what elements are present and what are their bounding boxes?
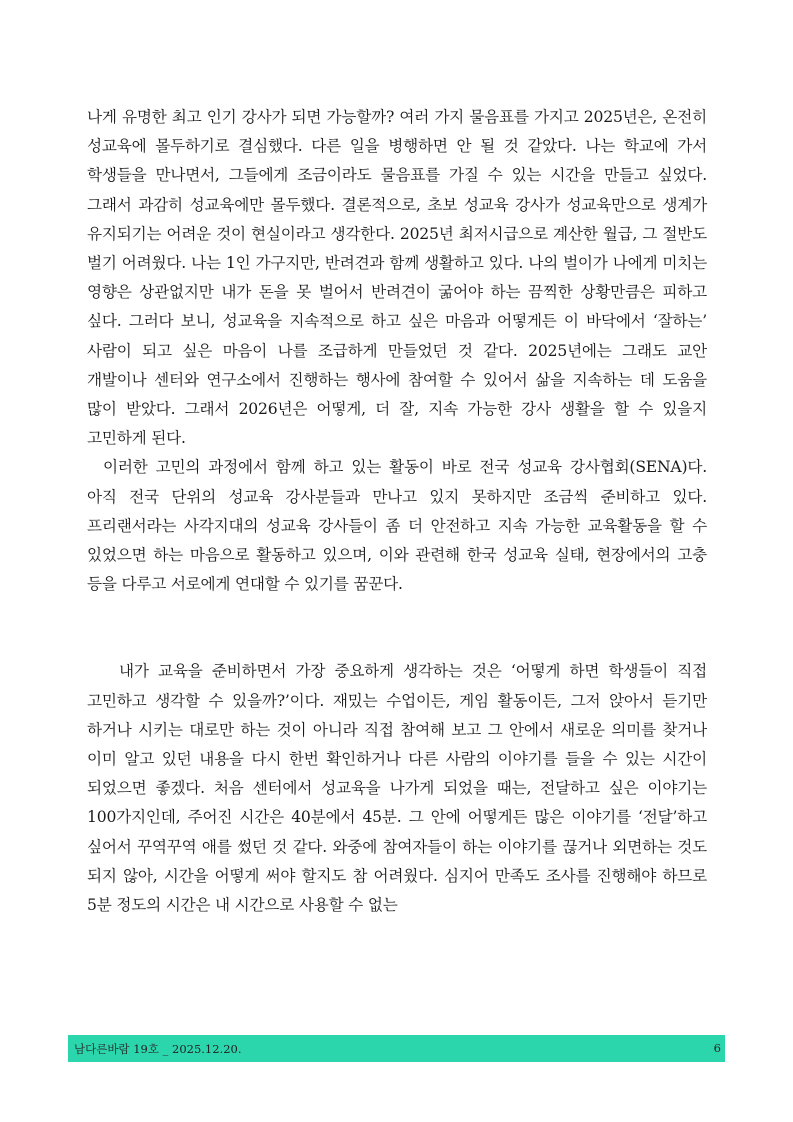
paragraph: 내가 교육을 준비하면서 가장 중요하게 생각하는 것은 ‘어떻게 하면 학생들이 직접 고민하고 생각할 수 있을까?’이다. 재밌는 수업이든, 게임 활동이든, 그저 앉아서 듣기만 하거나 시키는 대로만 하는 것이 아니라 직접 참여해 보고 그 안에서 새로운 의미를 찾거나 이미 알고 있던 내용을 다시 한번 확인하거나 다른 사람의 이야기를 들을 수 있는 시간이 되었으면 좋겠다. 처음 센터에서 성교육을 나가게 되었을 때는, 전달하고 싶은 이야기는 100가지인데, 주어진 시간은 40분에서 45분. 그 안에 어떻게든 많은 이야기를 ‘전달’하고 싶어서 꾸역꾸역 애를 썼던 것 같다. 와중에 참여자들이 하는 이야기를 끊거나 외면하는 것도 되지 않아, 시간을 어떻게 써야 할지도 참 어려웠다. 심지어 만족도 조사를 진행해야 하므로 5분 정도의 시간은 내 시간으로 사용할 수 없는 bbox=[87, 662, 707, 915]
paragraph: 이러한 고민의 과정에서 함께 하고 있는 활동이 바로 전국 성교육 강사협회(SENA)다. 아직 전국 단위의 성교육 강사분들과 만나고 있지 못하지만 조금씩 준비하고 있다. 프리랜서라는 사각지대의 성교육 강사들이 좀 더 안전하고 지속 가능한 교육활동을 할 수 있었으면 하는 마음으로 활동하고 있으며, 이와 관련해 한국 성교육 실태, 현장에서의 고충 등을 다루고 서로에게 연대할 수 있기를 꿈꾼다. bbox=[87, 458, 707, 594]
footer-publication: 남다른바람 19호 _ 2025.12.20. bbox=[74, 1042, 242, 1056]
body-text bbox=[87, 103, 707, 920]
page-footer bbox=[68, 1035, 725, 1062]
section-spacer bbox=[87, 599, 707, 657]
paragraph: 나게 유명한 최고 인기 강사가 되면 가능할까? 여러 가지 물음표를 가지고 2025년은, 온전히 성교육에 몰두하기로 결심했다. 다른 일을 병행하면 안 될 것 같았다. 나는 학교에 가서 학생들을 만나면서, 그들에게 조금이라도 물음표를 가질 수 있는 시간을 만들고 싶었다. 그래서 과감히 성교육에만 몰두했다. 결론적으로, 초보 성교육 강사가 성교육만으로 생계가 유지되기는 어려운 것이 현실이라고 생각한다. 2025년 최저시급으로 계산한 월급, 그 절반도 벌기 어려웠다. 나는 1인 가구지만, 반려견과 함께 생활하고 있다. 나의 벌이가 나에게 미치는 영향은 상관없지만 내가 돈을 못 벌어서 반려견이 굶어야 하는 끔찍한 상황만큼은 피하고 싶다. 그러다 보니, 성교육을 지속적으로 하고 싶은 마음과 어떻게든 이 바닥에서 ‘잘하는’ 사람이 되고 싶은 마음이 나를 조급하게 만들었던 것 같다. 2025년에는 그래도 교안 개발이나 센터와 연구소에서 진행하는 행사에 참여할 수 있어서 삶을 지속하는 데 도움을 많이 받았다. 그래서 2026년은 어떻게, 더 잘, 지속 가능한 강사 생활을 할 수 있을지 고민하게 된다. bbox=[87, 108, 707, 448]
page-number: 6 bbox=[713, 1041, 721, 1055]
